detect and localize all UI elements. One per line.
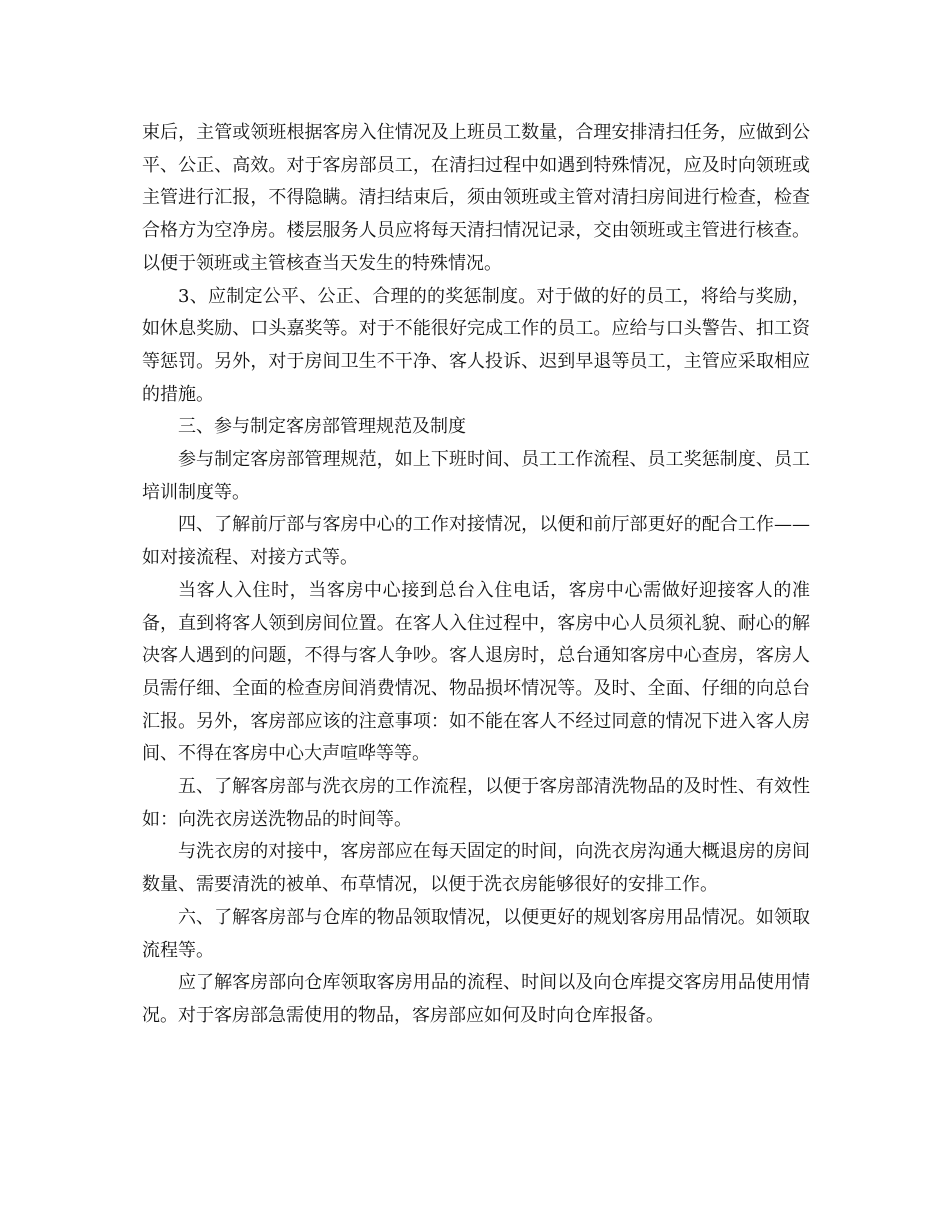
section-heading-five: 五、了解客房部与洗衣房的工作流程，以便于客房部清洗物品的及时性、有效性如：向洗衣房送洗物品的时间等。	[142, 776, 810, 830]
section-heading-four: 四、了解前厅部与客房中心的工作对接情况，以便和前厅部更好的配合工作——如对接流程、对接方式等。	[142, 514, 810, 569]
section-heading-three: 三、参与制定客房部管理规范及制度	[178, 416, 466, 438]
paragraph-reward-policy: 3、应制定公平、公正、合理的的奖惩制度。对于做的好的员工，将给与奖励，如休息奖励、口头嘉奖等。对于不能很好完成工作的员工。应给与口头警告、扣工资等惩罚。另外，对于房间卫生不干净、客人投诉、迟到早退等员工，主管应采取相应的措施。	[142, 285, 810, 405]
section-heading-six: 六、了解客房部与仓库的物品领取情况，以便更好的规划客房用品情况。如领取流程等。	[142, 906, 810, 961]
paragraph-laundry: 与洗衣房的对接中，客房部应在每天固定的时间，向洗衣房沟通大概退房的房间数量、需要清洗的被单、布草情况，以便于洗衣房能够很好的安排工作。	[142, 841, 810, 896]
document-body	[142, 117, 810, 1033]
paragraph-management-rules: 参与制定客房部管理规范，如上下班时间、员工工作流程、员工奖惩制度、员工培训制度等。	[142, 449, 810, 503]
paragraph-warehouse: 应了解客房部向仓库领取客房用品的流程、时间以及向仓库提交客房用品使用情况。对于客房部急需使用的物品，客房部应如何及时向仓库报备。	[142, 972, 810, 1026]
paragraph-guest-checkin: 当客人入住时，当客房中心接到总台入住电话，客房中心需做好迎接客人的准备，直到将客人领到房间位置。在客人入住过程中，客房中心人员须礼貌、耐心的解决客人遇到的问题，不得与客人争吵。客人退房时，总台通知客房中心查房，客房人员需仔细、全面的检查房间消费情况、物品损坏情况等。及时、全面、仔细的向总台汇报。另外，客房部应该的注意事项：如不能在客人不经过同意的情况下进入客人房间、不得在客房中心大声喧哗等等。	[142, 579, 810, 765]
paragraph-cleaning-continued: 束后，主管或领班根据客房入住情况及上班员工数量，合理安排清扫任务，应做到公平、公正、高效。对于客房部员工，在清扫过程中如遇到特殊情况，应及时向领班或主管进行汇报，不得隐瞒。清扫结束后，须由领班或主管对清扫房间进行检查，检查合格方为空净房。楼层服务人员应将每天清扫情况记录，交由领班或主管进行核查。以便于领班或主管核查当天发生的特殊情况。	[142, 122, 810, 274]
